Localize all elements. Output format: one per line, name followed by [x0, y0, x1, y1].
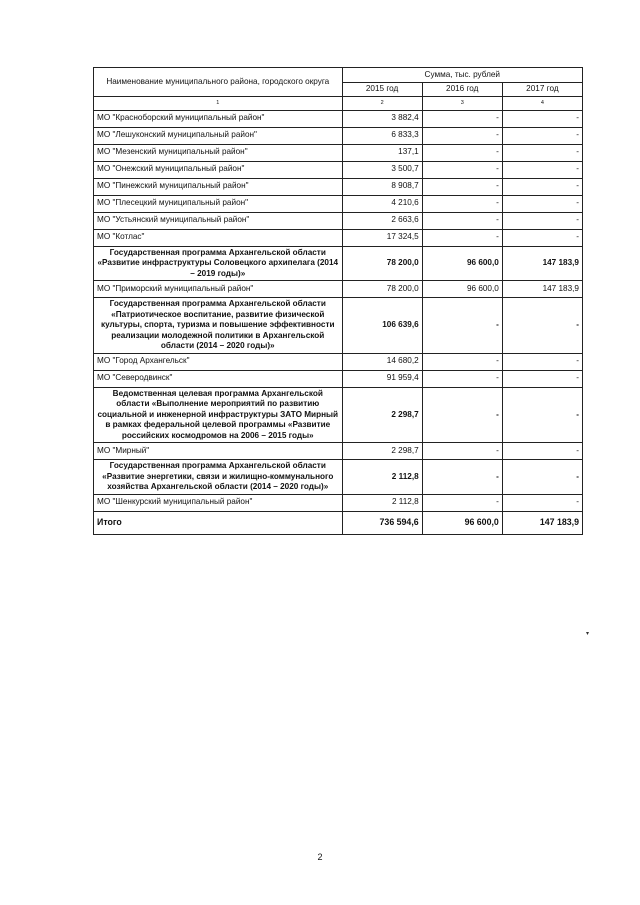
program-row: [94, 387, 583, 443]
value-2016: -: [422, 161, 502, 178]
value-2015: 137,1: [342, 144, 422, 161]
value-2015: 3 500,7: [342, 161, 422, 178]
total-row: [94, 511, 583, 534]
municipality-name: МО "Город Архангельск": [94, 353, 343, 370]
value-2016: -: [422, 229, 502, 246]
total-2017: 147 183,9: [502, 511, 582, 534]
value-2016: -: [422, 494, 502, 511]
value-2015: 78 200,0: [342, 246, 422, 281]
value-2017: -: [502, 212, 582, 229]
value-2015: 106 639,6: [342, 298, 422, 354]
value-2017: -: [502, 229, 582, 246]
value-2016: -: [422, 460, 502, 495]
value-2017: -: [502, 127, 582, 144]
value-2016: -: [422, 443, 502, 460]
budget-table-body: [94, 68, 583, 535]
total-2015: 736 594,6: [342, 511, 422, 534]
value-2017: -: [502, 494, 582, 511]
municipality-name: МО "Красноборский муниципальный район": [94, 110, 343, 127]
municipality-row: [94, 144, 583, 161]
value-2017: -: [502, 387, 582, 443]
value-2017: -: [502, 443, 582, 460]
value-2016: -: [422, 110, 502, 127]
value-2015: 3 882,4: [342, 110, 422, 127]
total-2016: 96 600,0: [422, 511, 502, 534]
municipality-name: МО "Устьянский муниципальный район": [94, 212, 343, 229]
value-2017: -: [502, 298, 582, 354]
header-year-2015: 2015 год: [342, 83, 422, 97]
value-2017: -: [502, 178, 582, 195]
municipality-name: МО "Пинежский муниципальный район": [94, 178, 343, 195]
value-2017: -: [502, 144, 582, 161]
municipality-row: [94, 127, 583, 144]
municipality-row: [94, 494, 583, 511]
value-2015: 91 959,4: [342, 370, 422, 387]
header-sum-caption: Сумма, тыс. рублей: [342, 68, 582, 83]
value-2015: 6 833,3: [342, 127, 422, 144]
budget-table: [93, 67, 583, 535]
municipality-name: МО "Приморский муниципальный район": [94, 281, 343, 298]
value-2017: -: [502, 195, 582, 212]
municipality-name: МО "Котлас": [94, 229, 343, 246]
header-name-column: Наименование муниципального района, городского округа: [94, 68, 343, 97]
value-2017: 147 183,9: [502, 246, 582, 281]
value-2016: -: [422, 298, 502, 354]
municipality-row: [94, 370, 583, 387]
program-name: Государственная программа Архангельской области «Развитие энергетики, связи и жилищно-коммунального хозяйства Архангельской области (2014 – 2020 годы)»: [94, 460, 343, 495]
municipality-row: [94, 178, 583, 195]
value-2015: 78 200,0: [342, 281, 422, 298]
municipality-row: [94, 443, 583, 460]
value-2015: 2 663,6: [342, 212, 422, 229]
value-2015: 17 324,5: [342, 229, 422, 246]
value-2016: -: [422, 353, 502, 370]
value-2016: -: [422, 195, 502, 212]
municipality-name: МО "Плесецкий муниципальный район": [94, 195, 343, 212]
program-row: [94, 460, 583, 495]
value-2017: -: [502, 370, 582, 387]
municipality-name: МО "Северодвинск": [94, 370, 343, 387]
municipality-row: [94, 353, 583, 370]
column-number: 2: [342, 97, 422, 111]
total-label: Итого: [94, 511, 343, 534]
value-2016: 96 600,0: [422, 281, 502, 298]
municipality-row: [94, 229, 583, 246]
municipality-row: [94, 212, 583, 229]
column-number-row: [94, 97, 583, 111]
value-2015: 2 298,7: [342, 443, 422, 460]
value-2016: -: [422, 370, 502, 387]
column-number: 1: [94, 97, 343, 111]
header-year-2017: 2017 год: [502, 83, 582, 97]
program-name: Ведомственная целевая программа Архангельской области «Выполнение мероприятий по развитию социальной и инженерной инфраструктуры ЗАТО Мирный в рамках федеральной целевой программы «Развитие российских космодромов на 2006 – 2015 годы»: [94, 387, 343, 443]
municipality-row: [94, 110, 583, 127]
value-2017: -: [502, 353, 582, 370]
value-2015: 2 112,8: [342, 460, 422, 495]
page-number: 2: [317, 852, 323, 862]
municipality-row: [94, 281, 583, 298]
value-2016: -: [422, 127, 502, 144]
column-number: 4: [502, 97, 582, 111]
program-name: Государственная программа Архангельской области «Патриотическое воспитание, развитие физической культуры, спорта, туризма и повышение эффективности реализации молодежной политики в Архангельской области (2014 – 2020 годы)»: [94, 298, 343, 354]
municipality-name: МО "Онежский муниципальный район": [94, 161, 343, 178]
value-2015: 2 298,7: [342, 387, 422, 443]
value-2015: 8 908,7: [342, 178, 422, 195]
margin-bullet-mark: ▾: [586, 631, 590, 637]
header-row: [94, 68, 583, 83]
value-2015: 14 680,2: [342, 353, 422, 370]
value-2016: -: [422, 144, 502, 161]
municipality-name: МО "Мезенский муниципальный район": [94, 144, 343, 161]
value-2016: -: [422, 387, 502, 443]
value-2017: 147 183,9: [502, 281, 582, 298]
municipality-name: МО "Шенкурский муниципальный район": [94, 494, 343, 511]
value-2016: -: [422, 212, 502, 229]
value-2016: -: [422, 178, 502, 195]
value-2015: 4 210,6: [342, 195, 422, 212]
municipality-name: МО "Лешуконский муниципальный район": [94, 127, 343, 144]
value-2017: -: [502, 460, 582, 495]
value-2017: -: [502, 110, 582, 127]
value-2017: -: [502, 161, 582, 178]
program-name: Государственная программа Архангельской области «Развитие инфраструктуры Соловецкого архипелага (2014 – 2019 годы)»: [94, 246, 343, 281]
program-row: [94, 298, 583, 354]
value-2015: 2 112,8: [342, 494, 422, 511]
value-2016: 96 600,0: [422, 246, 502, 281]
municipality-name: МО "Мирный": [94, 443, 343, 460]
column-number: 3: [422, 97, 502, 111]
program-row: [94, 246, 583, 281]
header-year-2016: 2016 год: [422, 83, 502, 97]
municipality-row: [94, 161, 583, 178]
municipality-row: [94, 195, 583, 212]
